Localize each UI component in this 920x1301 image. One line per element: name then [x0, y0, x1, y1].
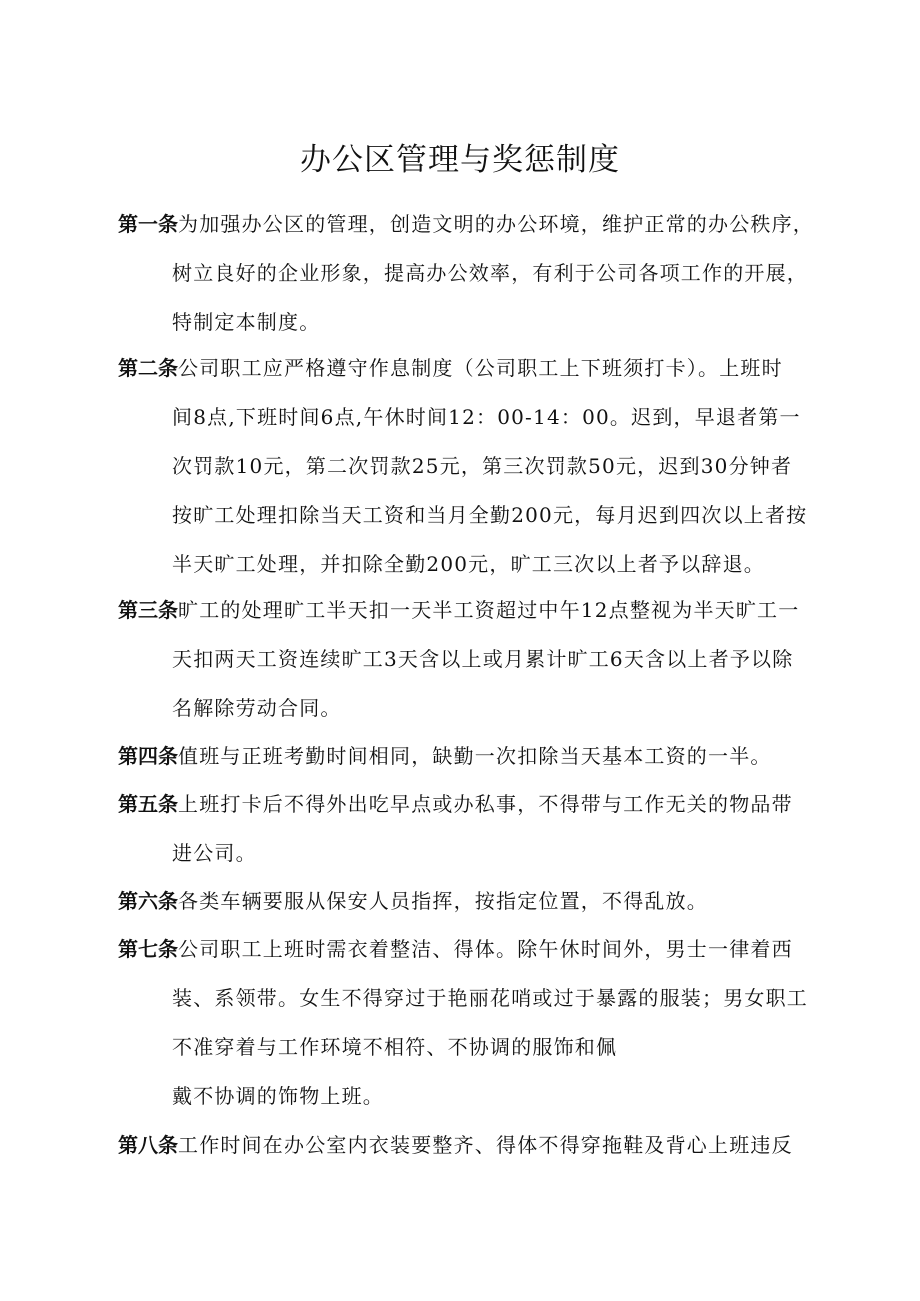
article-label: 第六条	[118, 889, 178, 913]
article-label: 第四条	[118, 744, 178, 768]
article-label: 第三条	[118, 598, 178, 622]
article-line: 进公司。	[172, 841, 257, 865]
article-line: 间8点,下班时间6点,午休时间12：00-14：00。迟到，早退者第一	[172, 405, 801, 429]
article-line: 特制定本制度。	[172, 310, 321, 334]
article-line: 天扣两天工资连续旷工3天含以上或月累计旷工6天含以上者予以除	[172, 647, 794, 671]
article-6	[118, 877, 828, 926]
article-label: 第五条	[118, 792, 178, 816]
article-line	[118, 780, 828, 829]
article-line: 半天旷工处理，并扣除全勤200元，旷工三次以上者予以辞退。	[172, 552, 765, 576]
article-line: 戴不协调的饰物上班。	[172, 1084, 384, 1108]
article-line	[118, 586, 828, 635]
article-text: 各类车辆要服从保安人员指挥，按指定位置，不得乱放。	[178, 889, 708, 913]
article-8	[118, 1121, 828, 1170]
article-line: 不准穿着与工作环境不相符、不协调的服饰和佩	[172, 1035, 618, 1059]
article-line: 名解除劳动合同。	[172, 696, 342, 720]
article-3	[118, 586, 828, 733]
article-label: 第八条	[118, 1133, 178, 1157]
article-line: 树立良好的企业形象，提高办公效率，有利于公司各项工作的开展，	[172, 261, 808, 285]
article-line	[118, 732, 828, 781]
article-label: 第一条	[118, 212, 178, 236]
article-line: 次罚款10元，第二次罚款25元，第三次罚款50元，迟到30分钟者	[172, 454, 793, 478]
article-line	[118, 344, 828, 393]
article-5	[118, 780, 828, 878]
article-line	[118, 877, 828, 926]
article-1	[118, 200, 828, 347]
article-4	[118, 732, 828, 781]
article-line	[118, 1121, 828, 1170]
article-line: 按旷工处理扣除当天工资和当月全勤200元，每月迟到四次以上者按	[172, 503, 808, 527]
article-text: 为加强办公区的管理，创造文明的办公环境，维护正常的办公秩序，	[178, 212, 814, 236]
article-label: 第七条	[118, 937, 178, 961]
article-7	[118, 925, 828, 1121]
article-text: 旷工的处理旷工半天扣一天半工资超过中午12点整视为半天旷工一	[178, 598, 800, 622]
article-text: 公司职工上班时需衣着整洁、得体。除午休时间外，男士一律着西	[178, 937, 793, 961]
article-line: 装、系领带。女生不得穿过于艳丽花哨或过于暴露的服装；男女职工	[172, 986, 808, 1010]
document-title: 办公区管理与奖惩制度	[300, 142, 620, 178]
article-line	[118, 200, 828, 249]
article-text: 值班与正班考勤时间相同，缺勤一次扣除当天基本工资的一半。	[178, 744, 772, 768]
article-2	[118, 344, 828, 589]
article-label: 第二条	[118, 356, 178, 380]
article-text: 上班打卡后不得外出吃早点或办私事，不得带与工作无关的物品带	[178, 792, 793, 816]
article-line	[118, 925, 828, 974]
article-text: 公司职工应严格遵守作息制度（公司职工上下班须打卡）。上班时	[178, 356, 783, 380]
article-text: 工作时间在办公室内衣装要整齐、得体不得穿拖鞋及背心上班违反	[178, 1133, 793, 1157]
